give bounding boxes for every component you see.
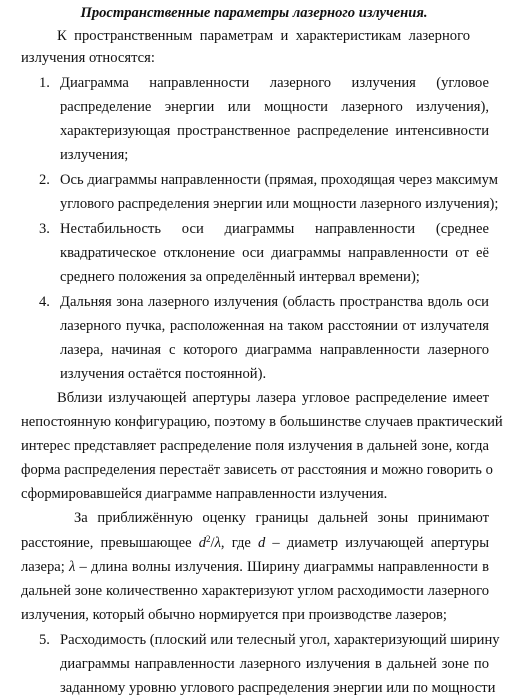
para1-line-4: форма распределения перестаёт зависеть от расстояния и можно говорить о (21, 462, 493, 478)
item-1-number: 1. (39, 75, 50, 91)
para1-line-1: Вблизи излучающей апертуры лазера угловое распределение имеет (57, 390, 489, 406)
para2-text: расстояние, превышающее (21, 535, 199, 551)
item-1-line-3: характеризующая пространственное распределение интенсивности (60, 123, 489, 139)
intro-line-2: излучения относятся: (21, 50, 155, 66)
document-title: Пространственные параметры лазерного излучения. (80, 5, 428, 21)
item-4-line-4: излучения остаётся постоянной). (60, 366, 267, 382)
para2-line-5: излучения, который обычно нормируется при производстве лазеров; (21, 607, 447, 623)
item-4-number: 4. (39, 294, 50, 310)
item-1-line-4: излучения; (60, 147, 129, 163)
item-2-line-2: углового распределения энергии или мощности лазерного излучения); (60, 196, 499, 212)
item-4-line-2: лазерного пучка, расположенная на таком расстоянии от излучателя (60, 318, 489, 334)
item-5-number: 5. (39, 632, 50, 648)
item-3-line-3: среднего положения за определённый интервал времени); (60, 269, 420, 285)
item-3-number: 3. (39, 221, 50, 237)
symbol-lambda: λ (69, 559, 76, 575)
para1-line-2: непостоянную конфигурацию, поэтому в большинстве случаев практический (21, 414, 503, 430)
para2-text: лазера; (21, 559, 69, 575)
formula-exponent: 2 (206, 534, 211, 544)
para2-line-4: дальней зоне количественно характеризуют углом расходимости лазерного (21, 583, 489, 599)
item-5-line-2: диаграммы направленности лазерного излучения в дальней зоне по (60, 656, 489, 672)
item-2-number: 2. (39, 172, 50, 188)
formula-slash: / (210, 535, 215, 551)
item-4-line-1: Дальняя зона лазерного излучения (область пространства вдоль оси (60, 294, 489, 310)
symbol-d: d (257, 535, 266, 551)
formula-d: d (198, 535, 207, 551)
para2-text: – диаметр излучающей апертуры (265, 535, 490, 551)
para1-line-5: сформировавшейся диаграмме направленности излучения. (21, 486, 388, 502)
item-1-line-2: распределение энергии или мощности лазерного излучения), (60, 99, 489, 115)
item-3-line-1: Нестабильность оси диаграммы направленности (среднее (60, 221, 489, 237)
item-5-line-3: заданному уровню углового распределения энергии или по мощности (60, 680, 496, 696)
para1-line-3: интерес представляет распределение поля излучения в дальней зоне, когда (21, 438, 489, 454)
para2-text: , где (220, 535, 258, 551)
formula-lambda: λ (214, 535, 221, 551)
item-4-line-3: лазера, начиная с которого диаграмма направленности лазерного (60, 342, 489, 358)
item-2-line-1: Ось диаграммы направленности (прямая, проходящая через максимум (60, 172, 499, 188)
item-5-line-1: Расходимость (плоский или телесный угол, характеризующий ширину (60, 632, 500, 648)
para2-line-3 (0, 555, 508, 579)
para2-text: – длина волны излучения. Ширину диаграммы направленности в (75, 559, 489, 575)
intro-line-1: К пространственным параметрам и характеристикам лазерного (57, 28, 470, 44)
para2-line-2 (0, 531, 508, 555)
para2-line-1: За приближённую оценку границы дальней зоны принимают (74, 510, 489, 526)
item-3-line-2: квадратическое отклонение оси диаграммы направленности от её (60, 245, 489, 261)
item-1-line-1: Диаграмма направленности лазерного излучения (угловое (60, 75, 489, 91)
